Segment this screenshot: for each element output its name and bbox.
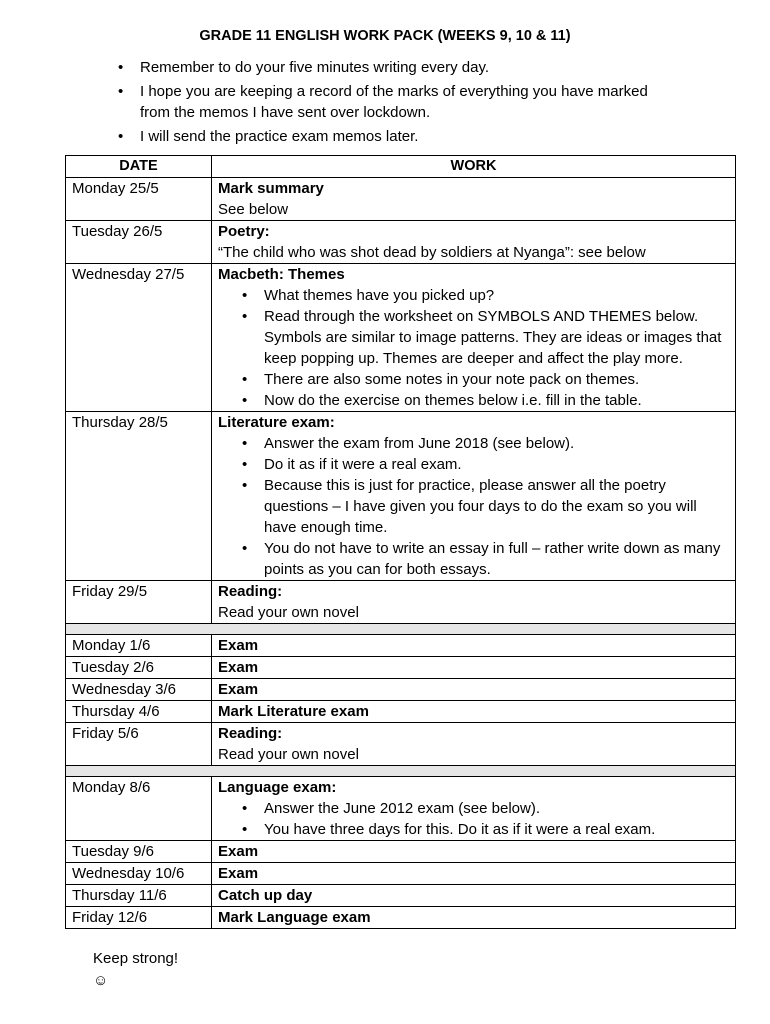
list-item: • Answer the exam from June 2018 (see below). [218, 433, 729, 454]
table-row [66, 907, 736, 929]
work-text: Read your own novel [218, 746, 359, 763]
date-cell: Tuesday 9/6 [66, 841, 212, 863]
date-cell: Friday 5/6 [66, 723, 212, 766]
table-row [66, 701, 736, 723]
date-column-header: DATE [66, 156, 212, 178]
work-cell [212, 264, 736, 412]
work-cell [212, 221, 736, 264]
list-item: • You have three days for this. Do it as if it were a real exam. [218, 819, 729, 840]
work-cell [212, 657, 736, 679]
list-item: • There are also some notes in your note pack on themes. [218, 369, 729, 390]
work-cell [212, 723, 736, 766]
work-heading: Poetry: [218, 223, 270, 240]
table-row [66, 723, 736, 766]
work-heading: Mark summary [218, 180, 324, 197]
list-item: • Read through the worksheet on SYMBOLS AND THEMES below. Symbols are similar to image patterns. They are ideas or images that keep popping up. Themes are deeper and affect the play more. [218, 306, 729, 369]
date-cell: Thursday 4/6 [66, 701, 212, 723]
work-cell [212, 701, 736, 723]
work-cell [212, 885, 736, 907]
work-cell [212, 178, 736, 221]
work-column-header: WORK [212, 156, 736, 178]
work-heading: Catch up day [218, 887, 313, 904]
date-cell: Friday 12/6 [66, 907, 212, 929]
work-bullets [218, 433, 735, 580]
table-row [66, 863, 736, 885]
date-cell: Tuesday 26/5 [66, 221, 212, 264]
table-row [66, 679, 736, 701]
work-heading: Macbeth: Themes [218, 266, 345, 283]
work-heading: Literature exam: [218, 414, 335, 431]
list-item: • Because this is just for practice, please answer all the poetry questions – I have given you four days to do the exam so you will have enough time. [218, 475, 729, 538]
work-text: “The child who was shot dead by soldiers at Nyanga”: see below [218, 244, 646, 261]
table-row [66, 264, 736, 412]
work-heading: Exam [218, 681, 259, 698]
date-cell: Wednesday 10/6 [66, 863, 212, 885]
intro-item: • I hope you are keeping a record of the marks of everything you have marked from the memos I have sent over lockdown. [118, 81, 678, 123]
work-heading: Mark Literature exam [218, 703, 369, 720]
date-cell: Thursday 11/6 [66, 885, 212, 907]
work-cell [212, 679, 736, 701]
table-row [66, 221, 736, 264]
table-row [66, 777, 736, 841]
date-cell: Thursday 28/5 [66, 412, 212, 581]
work-heading: Reading: [218, 725, 283, 742]
work-cell [212, 907, 736, 929]
list-item: • Now do the exercise on themes below i.e. fill in the table. [218, 390, 729, 411]
work-cell [212, 581, 736, 624]
work-cell [212, 841, 736, 863]
work-heading: Language exam: [218, 779, 337, 796]
week-divider [66, 624, 736, 635]
week-divider [66, 766, 736, 777]
table-row [66, 657, 736, 679]
intro-item: • Remember to do your five minutes writing every day. [118, 57, 678, 78]
page-title: GRADE 11 ENGLISH WORK PACK (WEEKS 9, 10 & 11) [199, 28, 571, 44]
work-heading: Reading: [218, 583, 283, 600]
work-cell [212, 412, 736, 581]
closing-message: Keep strong! [93, 950, 179, 967]
list-item: • Answer the June 2012 exam (see below). [218, 798, 729, 819]
work-cell [212, 863, 736, 885]
list-item: • Do it as if it were a real exam. [218, 454, 729, 475]
work-text: See below [218, 201, 289, 218]
table-header-row [66, 156, 736, 178]
schedule-table [65, 155, 736, 929]
work-heading: Exam [218, 865, 259, 882]
date-cell: Monday 25/5 [66, 178, 212, 221]
divider-cell [66, 766, 736, 777]
table-row [66, 635, 736, 657]
date-cell: Wednesday 3/6 [66, 679, 212, 701]
date-cell: Friday 29/5 [66, 581, 212, 624]
date-cell: Monday 8/6 [66, 777, 212, 841]
work-text: Read your own novel [218, 604, 359, 621]
work-cell [212, 635, 736, 657]
list-item: • What themes have you picked up? [218, 285, 729, 306]
list-item: • You do not have to write an essay in full – rather write down as many points as you can for both essays. [218, 538, 729, 580]
work-heading: Mark Language exam [218, 909, 371, 926]
table-row [66, 841, 736, 863]
date-cell: Wednesday 27/5 [66, 264, 212, 412]
table-row [66, 178, 736, 221]
footer [93, 948, 178, 992]
date-cell: Monday 1/6 [66, 635, 212, 657]
work-cell [212, 777, 736, 841]
table-row [66, 885, 736, 907]
work-heading: Exam [218, 659, 259, 676]
intro-list [118, 57, 678, 150]
smiley-icon: ☺ [93, 972, 109, 989]
work-bullets [218, 798, 735, 840]
work-heading: Exam [218, 637, 259, 654]
work-bullets [218, 285, 735, 411]
intro-item: • I will send the practice exam memos later. [118, 126, 678, 147]
date-cell: Tuesday 2/6 [66, 657, 212, 679]
work-heading: Exam [218, 843, 259, 860]
table-row [66, 581, 736, 624]
table-row [66, 412, 736, 581]
divider-cell [66, 624, 736, 635]
